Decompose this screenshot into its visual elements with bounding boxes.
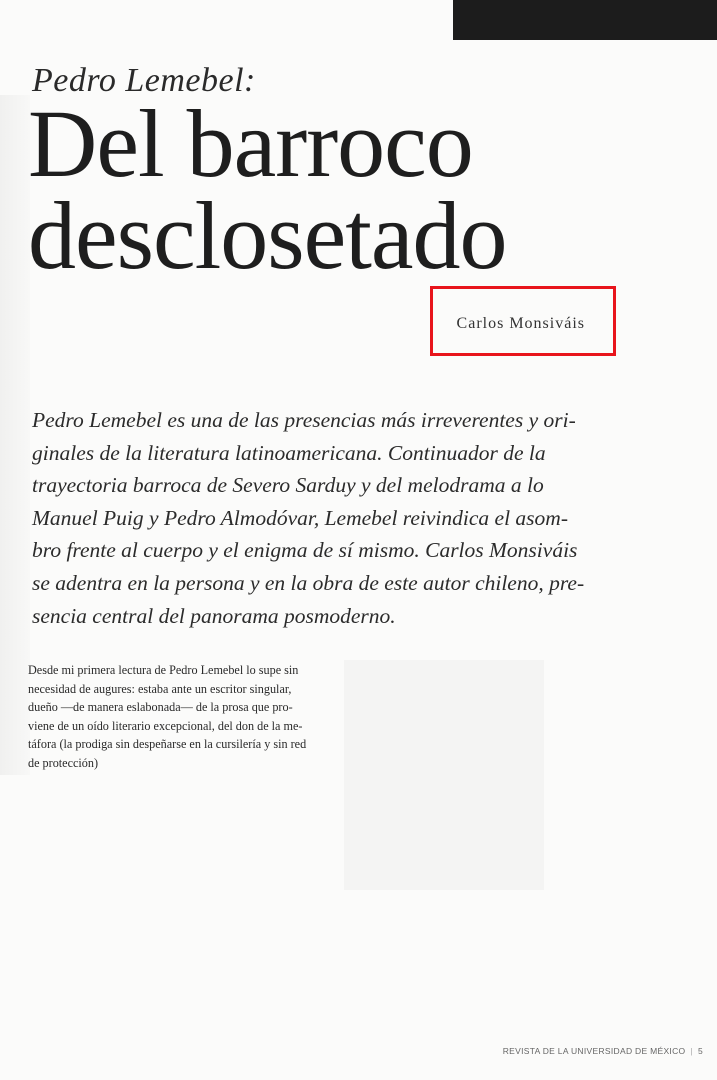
lead-line: Pedro Lemebel es una de las presencias más irreverentes y ori- xyxy=(32,408,576,432)
body-line: táfora (la prodiga sin despeñarse en la cursilería y sin red xyxy=(28,737,307,752)
article-kicker: Pedro Lemebel: xyxy=(32,62,256,99)
show-through-image-area xyxy=(344,660,544,890)
article-body xyxy=(28,661,307,773)
lead-line: bro frente al cuerpo y el enigma de sí mismo. Carlos Monsiváis xyxy=(32,538,578,563)
lead-line: Manuel Puig y Pedro Almodóvar, Lemebel reivindica el asom- xyxy=(32,505,568,530)
lead-line: trayectoria barroca de Severo Sarduy y del melodrama a lo xyxy=(32,473,544,498)
publication-name: REVISTA DE LA UNIVERSIDAD DE MÉXICO xyxy=(502,1046,686,1056)
article-lead xyxy=(32,404,588,632)
top-black-bar xyxy=(453,0,717,40)
title-line: desclosetado xyxy=(28,182,507,289)
body-line: Desde mi primera lectura de Pedro Lemebel lo supe sin xyxy=(28,663,299,677)
lead-line: ginales de la literatura latinoamericana. Continuador de la xyxy=(32,440,546,465)
facing-page-bleed xyxy=(0,95,30,775)
title-line: Del barroco xyxy=(28,90,473,197)
page-number: 5 xyxy=(697,1046,703,1056)
body-line: necesidad de augures: estaba ante un escritor singular, xyxy=(28,681,292,696)
lead-line: sencia central del panorama posmoderno. xyxy=(32,603,396,628)
lead-line: se adentra en la persona y en la obra de este autor chileno, pre- xyxy=(32,570,585,595)
body-line: de protección) xyxy=(28,755,99,770)
body-line: dueño —de manera eslabonada— de la prosa que pro- xyxy=(28,700,293,715)
body-line: viene de un oído literario excepcional, del don de la me- xyxy=(28,718,303,733)
footer-separator: | xyxy=(690,1046,693,1056)
author-name: Carlos Monsiváis xyxy=(456,315,585,332)
article-title xyxy=(28,90,688,289)
page-footer xyxy=(503,1046,703,1056)
author-highlight-box xyxy=(430,286,616,356)
